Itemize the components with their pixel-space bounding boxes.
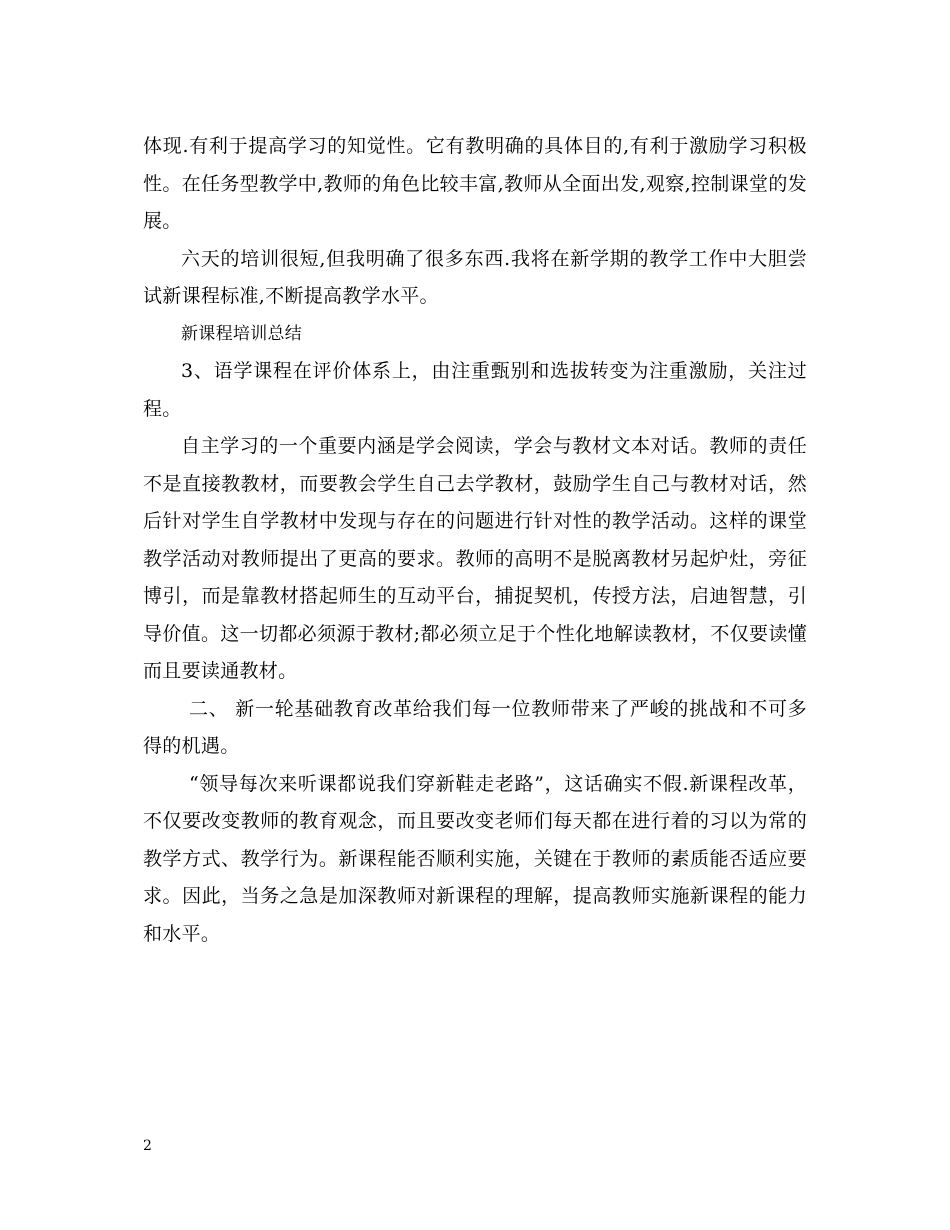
section-heading: 新课程培训总结	[181, 323, 303, 344]
paragraph-training-reflection: 六天的培训很短,但我明确了很多东西.我将在新学期的教学工作中大胆尝试新课程标准,不断提高教学水平。	[143, 247, 807, 307]
paragraph-evaluation-system: 3、语学课程在评价体系上，由注重甄别和选拔转变为注重激励，关注过程。	[143, 360, 807, 420]
paragraph-leadership-quote: “领导每次来听课都说我们穿新鞋走老路”，这话确实不假.新课程改革，不仅要改变教师的教育观念，而且要改变老师们每天都在进行着的习以为常的教学方式、教学行为。新课程能否顺利实施，关键在于教师的素质能否适应要求。因此，当务之急是加深教师对新课程的理解，提高教师实施新课程的能力和水平。	[143, 772, 807, 945]
page-number: 2	[143, 1138, 152, 1154]
paragraph-continuation: 体现.有利于提高学习的知觉性。它有教明确的具体目的,有利于激励学习积极性。在任务型教学中,教师的角色比较丰富,教师从全面出发,观察,控制课堂的发展。	[143, 135, 807, 232]
paragraph-self-study: 自主学习的一个重要内涵是学会阅读，学会与教材文本对话。教师的责任不是直接教教材，而要教会学生自己去学教材，鼓励学生自己与教材对话，然后针对学生自学教材中发现与存在的问题进行针对性的教学活动。这样的课堂教学活动对教师提出了更高的要求。教师的高明不是脱离教材另起炉灶，旁征博引，而是靠教材搭起师生的互动平台，捕捉契机，传授方法，启迪智慧，引导价值。这一切都必须源于教材;都必须立足于个性化地解读教材，不仅要读懂而且要读通教材。	[143, 435, 807, 682]
paragraph-reform-challenge: 二、 新一轮基础教育改革给我们每一位教师带来了严峻的挑战和不可多得的机遇。	[143, 697, 807, 757]
document-body	[143, 128, 807, 953]
